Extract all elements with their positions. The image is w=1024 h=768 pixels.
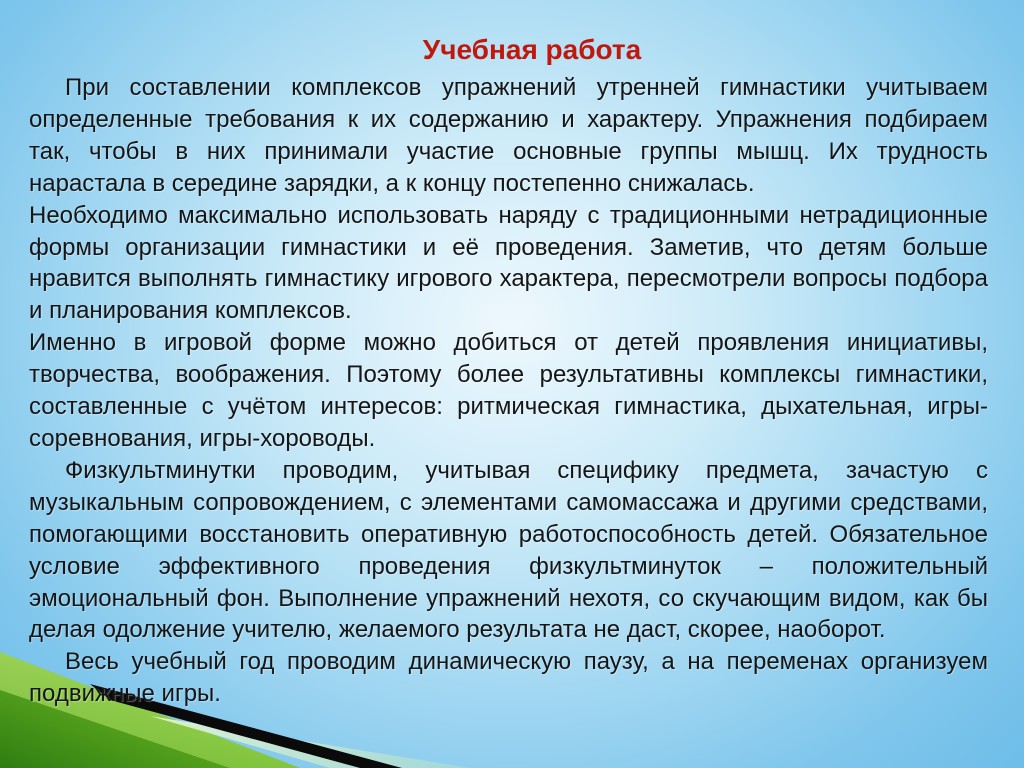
paragraph-morning-exercise: При составлении комплексов упражнений утренней гимнастики учитываем определенные требования к их содержанию и характеру. Упражнения подбираем так, чтобы в них принимали участие основные группы мышц. Их трудность нарастала в середине зарядки, а к концу постепенно снижалась. [29, 74, 988, 197]
slide-body [29, 72, 988, 710]
paragraph-dynamic-pause: Весь учебный год проводим динамическую паузу, а на переменах организуем подвижные игры. [29, 648, 988, 708]
paragraph-phys-minutes: Физкультминутки проводим, учитывая специфику предмета, зачастую с музыкальным сопровождением, с элементами самомассажа и другими средствами, помогающими восстановить оперативную работоспособность детей. Обязательное условие эффективного проведения физкультминуток – положительный эмоциональный фон. Выполнение упражнений нехотя, со скучающим видом, как бы делая одолжение учителю, желаемого результата не даст, скорее, наоборот. [29, 456, 988, 644]
paragraph-nontraditional-forms: Необходимо максимально использовать наряду с традиционными нетрадиционные формы организации гимнастики и её проведения. Заметив, что детям больше нравится выполнять гимнастику игрового характера, пересмотрели вопросы подбора и планирования комплексов. [29, 201, 988, 325]
paragraph-game-form: Именно в игровой форме можно добиться от детей проявления инициативы, творчества, воображения. Поэтому более результативны комплексы гимнастики, составленные с учётом интересов: ритмическая гимнастика, дыхательная, игры-соревнования, игры-хороводы. [29, 329, 988, 452]
slide-title: Учебная работа [422, 34, 642, 65]
